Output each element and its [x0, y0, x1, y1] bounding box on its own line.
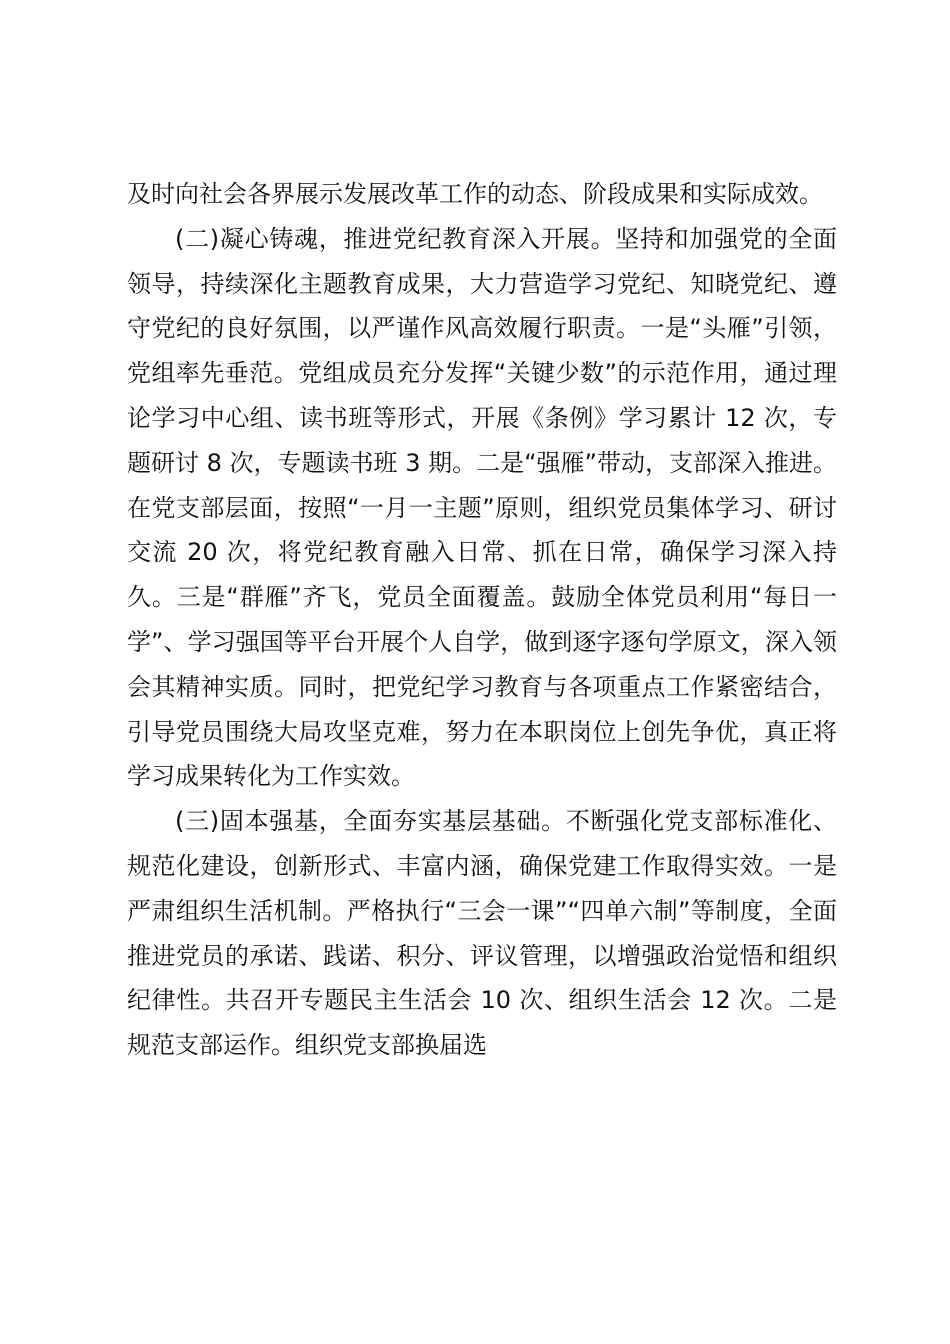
- paragraph-grassroots-foundation: (三)固本强基，全面夯实基层基础。不断强化党支部标准化、规范化建设，创新形式、丰富内涵，确保党建工作取得实效。一是严肃组织生活机制。严格执行“三会一课”“四单六制”等制度，全面推进党员的承诺、践诺、积分、评议管理，以增强政治觉悟和组织纪律性。共召开专题民主生活会 10 次、组织生活会 12 次。二是规范支部运作。组织党支部换届选: [127, 807, 837, 1060]
- paragraph-continuation: 及时向社会各界展示发展改革工作的动态、阶段成果和实际成效。: [127, 180, 823, 208]
- paragraph-party-discipline-education: (二)凝心铸魂，推进党纪教育深入开展。坚持和加强党的全面领导，持续深化主题教育成果，大力营造学习党纪、知晓党纪、遵守党纪的良好氛围，以严谨作风高效履行职责。一是“头雁”引领，党组率先垂范。党组成员充分发挥“关键少数”的示范作用，通过理论学习中心组、读书班等形式，开展《条例》学习累计 12 次，专题研讨 8 次，专题读书班 3 期。二是“强雁”带动，支部深入推进。在党支部层面，按照“一月一主题”原则，组织党员集体学习、研讨交流 20 次，将党纪教育融入日常、抓在日常，确保学习深入持久。三是“群雁”齐飞，党员全面覆盖。鼓励全体党员利用“每日一学”、学习强国等平台开展个人自学，做到逐字逐句学原文，深入领会其精神实质。同时，把党纪学习教育与各项重点工作紧密结合，引导党员围绕大局攻坚克难，努力在本职岗位上创先争优，真正将学习成果转化为工作实效。: [127, 224, 837, 791]
- document-body: [127, 172, 837, 1068]
